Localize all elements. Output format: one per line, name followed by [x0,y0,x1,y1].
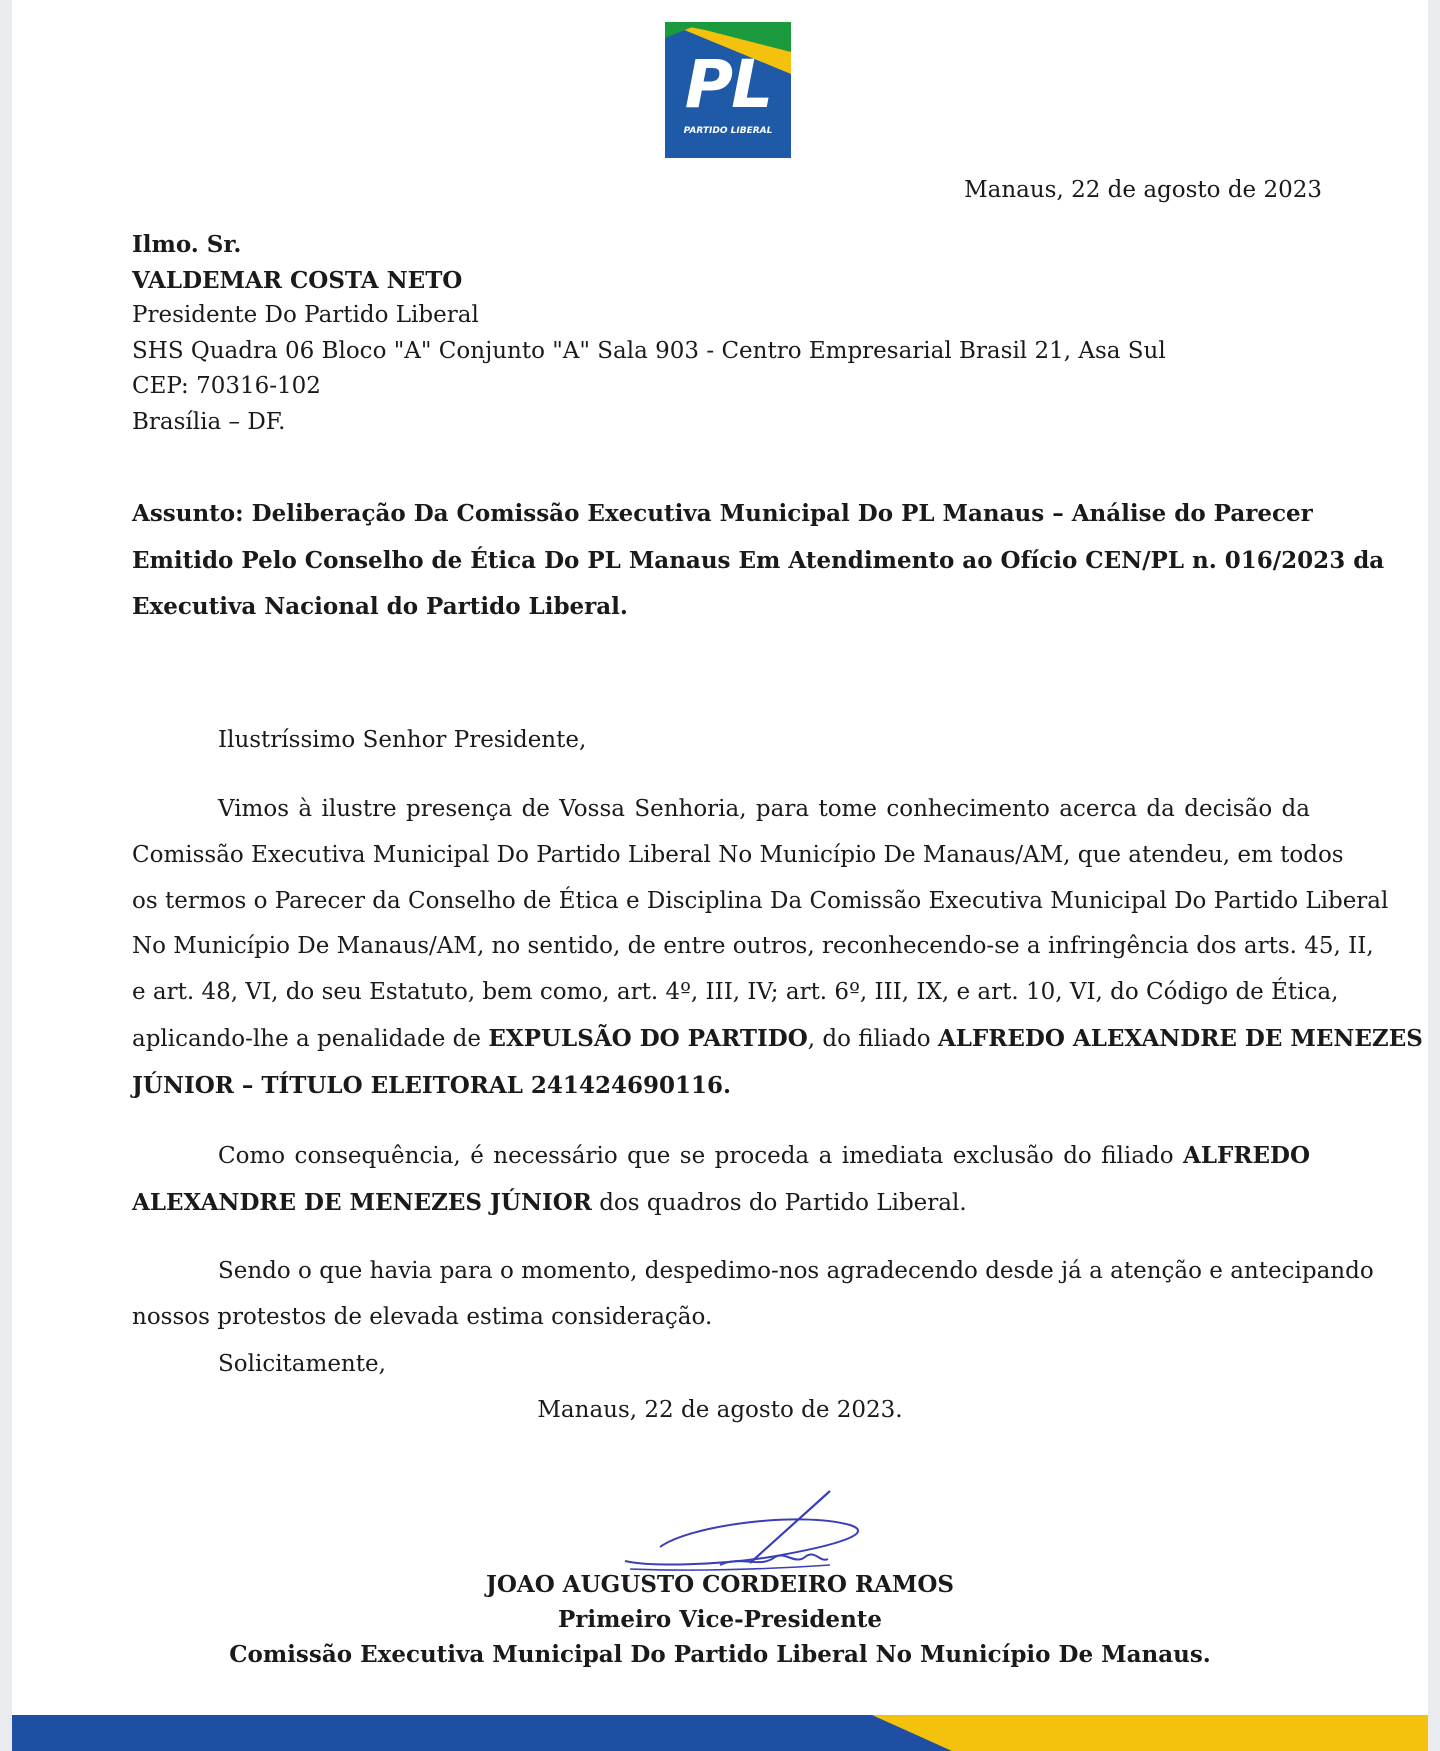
recipient-name: VALDEMAR COSTA NETO [132,266,463,294]
signatory-title: Primeiro Vice-Presidente [557,1606,883,1633]
p2-l1-bold: ALFREDO [1183,1142,1310,1169]
signatory-org: Comissão Executiva Municipal Do Partido Liberal No Município De Manaus. [229,1641,1211,1668]
paragraph1-line-7: JÚNIOR – TÍTULO ELEITORAL 241424690116. [132,1071,731,1099]
paragraph-farewell [132,1249,1374,1341]
recipient-cep: CEP: 70316-102 [132,373,321,399]
greeting: Ilustríssimo Senhor Presidente, [218,727,587,753]
member-name-part1: ALFREDO ALEXANDRE DE MENEZES [937,1024,1423,1052]
handwritten-signature [600,1485,880,1575]
left-margin-strip [0,0,12,1751]
logo-mark: PL [684,46,772,123]
paragraph1-line-1: Vimos à ilustre presença de Vossa Senhoria, para tome conhecimento acerca da decisão da [218,796,1310,822]
p2-l2-bold: ALEXANDRE DE MENEZES JÚNIOR [132,1188,592,1216]
paragraph1-line-6 [132,1016,1423,1063]
subject-line-2: Emitido Pelo Conselho de Ética Do PL Manaus Em Atendimento ao Ofício CEN/PL n. 016/2023 da [132,546,1385,574]
p2-l2-suffix: dos quadros do Partido Liberal. [591,1189,967,1216]
p2-l1-prefix: Como consequência, é necessário que se proceda a imediata exclusão do filiado [218,1143,1184,1169]
closing: Solicitamente, [218,1351,386,1377]
recipient-street: SHS Quadra 06 Bloco "A" Conjunto "A" Sala 903 - Centro Empresarial Brasil 21, Asa Sul [132,337,1166,364]
recipient-salutation: Ilmo. Sr. [132,231,242,258]
date-top: Manaus, 22 de agosto de 2023 [964,177,1322,203]
p1-l6-mid: , do filiado [807,1025,938,1052]
paragraph2-line-2 [132,1180,1310,1227]
penalty-text: EXPULSÃO DO PARTIDO [488,1024,808,1052]
right-margin-strip [1428,0,1440,1751]
footer-band [12,1715,1428,1751]
signatory-name: JOAO AUGUSTO CORDEIRO RAMOS [485,1571,955,1598]
logo-subtitle: PARTIDO LIBERAL [683,126,773,136]
paragraph2-line-1 [132,1133,1310,1180]
paragraph1-line-3: os termos o Parecer da Conselho de Ética e Disciplina Da Comissão Executiva Municipal Do Partido Liberal [132,887,1389,914]
paragraph1-line-2: Comissão Executiva Municipal Do Partido Liberal No Município De Manaus/AM, que atendeu, em todos [132,841,1344,868]
subject-line-1: Assunto: Deliberação Da Comissão Executiva Municipal Do PL Manaus – Análise do Parecer [132,500,1313,527]
paragraph1-line-4: No Município De Manaus/AM, no sentido, de entre outros, reconhecendo-se a infringência dos arts. 45, II, [132,933,1374,960]
party-logo [665,22,791,158]
subject-block [132,491,1385,631]
date-bottom: Manaus, 22 de agosto de 2023. [537,1397,903,1423]
paragraph1-line-5: e art. 48, VI, do seu Estatuto, bem como, art. 4º, III, IV; art. 6º, III, IX, e art. 10, VI, do Código de Ética, [132,979,1339,1006]
recipient-address [132,227,1166,440]
footer-yellow-stripe-icon [12,1715,1428,1751]
paragraph-decision [132,787,1423,1109]
subject-line-3: Executiva Nacional do Partido Liberal. [132,593,628,620]
paragraph3-line-2: nossos protestos de elevada estima consideração. [132,1303,713,1330]
p1-l6-prefix: aplicando-lhe a penalidade de [132,1025,489,1052]
recipient-city: Brasília – DF. [132,408,286,435]
paragraph-consequence [132,1133,1310,1227]
recipient-role: Presidente Do Partido Liberal [132,302,479,328]
paragraph3-line-1: Sendo o que havia para o momento, despedimo-nos agradecendo desde já a atenção e antecipando [218,1258,1374,1284]
